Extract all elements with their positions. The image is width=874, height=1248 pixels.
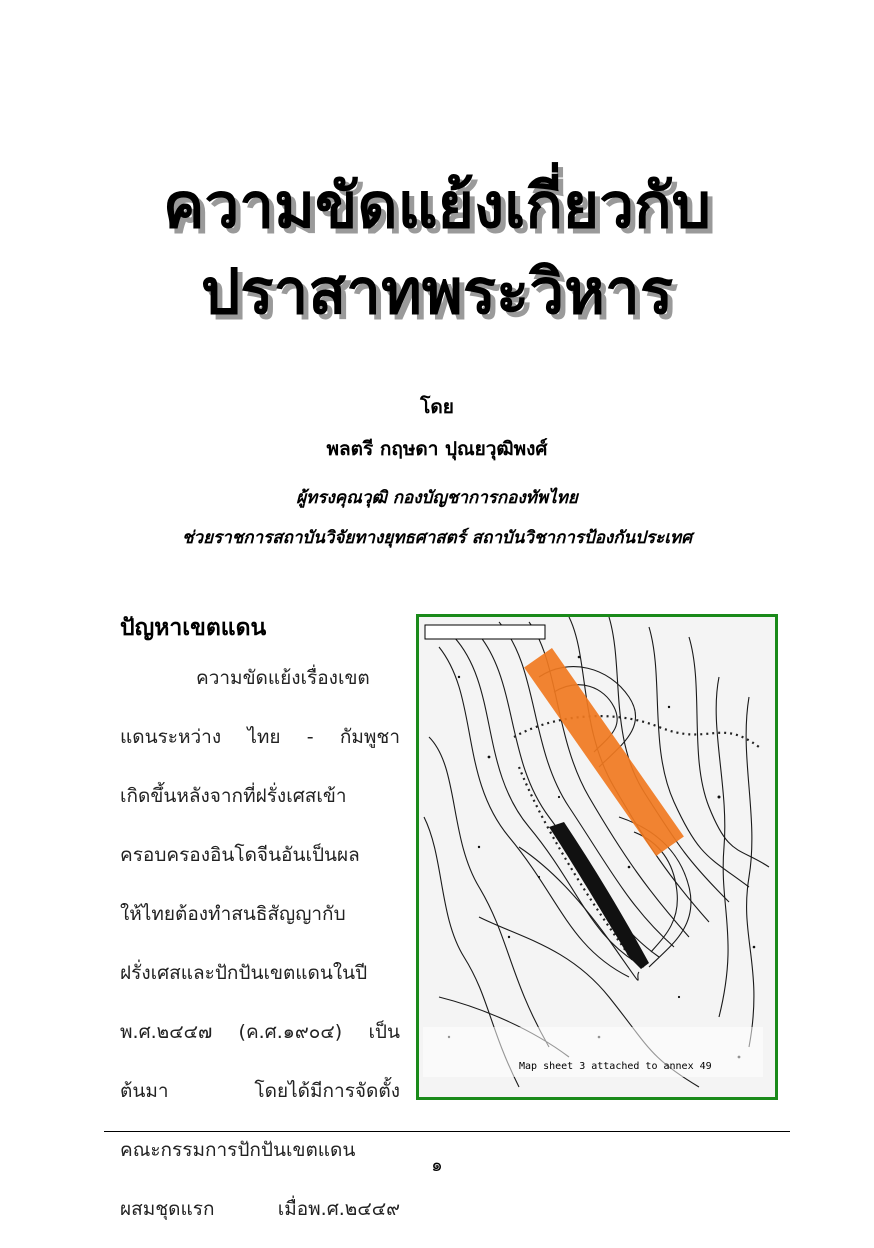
body-line: คณะกรรมการปักปันเขตแดน [120,1139,356,1161]
body-line: ให้ไทยต้องทำสนธิสัญญากับ [120,903,346,925]
author-name: พลตรี กฤษดา ปุณยวุฒิพงศ์ [326,438,548,460]
temple-stamp [524,648,684,856]
section-heading: ปัญหาเขตแดน [120,614,267,641]
topographic-map-figure [416,614,778,1100]
body-line: ครอบครองอินโดจีนอันเป็นผล [120,844,360,866]
document-title-line-1: ความขัดแย้งเกี่ยวกับ [163,169,711,242]
map-caption-line-3: Map sheet 3 attached to annex 49 [519,1061,712,1072]
byline-by: โดย [420,396,454,418]
document-title-line-2: ปราสาทพระวิหาร [200,255,674,328]
body-line: ฝรั่งเศสและปักปันเขตแดนในปี [120,962,368,984]
map-header-box [425,625,545,639]
body-line: พ.ศ.๒๔๔๗ (ค.ศ.๑๙๐๔) เป็น [120,1021,400,1043]
body-line: เกิดขึ้นหลังจากที่ฝรั่งเศสเข้า [120,785,347,807]
body-line: ผสมชุดแรก เมื่อพ.ศ.๒๔๔๙ [120,1198,400,1220]
body-line: ความขัดแย้งเรื่องเขต [196,667,370,689]
footer-divider [104,1131,790,1132]
author-position-1: ผู้ทรงคุณวุฒิ กองบัญชาการกองทัพไทย [296,488,578,508]
body-line: ต้นมา โดยได้มีการจัดตั้ง [120,1080,400,1102]
topographic-map-image [419,617,775,1097]
escarpment-mark [549,822,649,969]
author-position-2: ช่วยราชการสถาบันวิจัยทางยุทธศาสตร์ สถาบันวิชาการป้องกันประเทศ [181,528,693,548]
body-line: แดนระหว่าง ไทย - กัมพูชา [120,726,400,748]
page-number: ๑ [431,1155,443,1176]
